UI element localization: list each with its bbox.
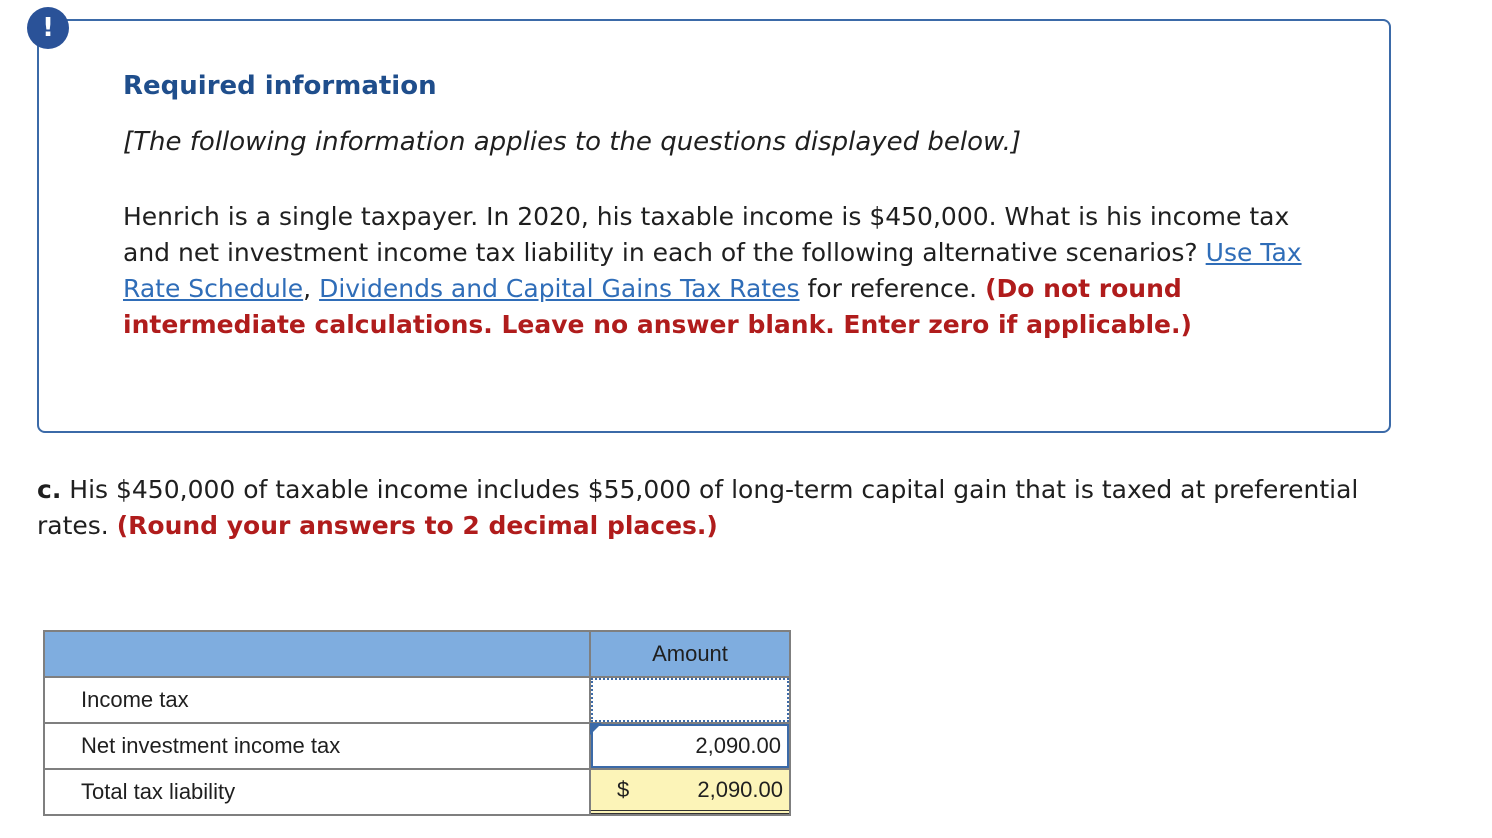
table-row-niit	[44, 723, 790, 769]
info-intro: [The following information applies to the questions displayed below.]	[123, 127, 1022, 157]
dividends-capital-gains-link[interactable]: Dividends and Capital Gains Tax Rates	[319, 274, 800, 303]
alert-symbol: !	[42, 13, 54, 43]
total-value: 2,090.00	[697, 777, 783, 802]
link-separator: ,	[303, 274, 312, 303]
niit-input[interactable]	[591, 724, 789, 768]
row-label-total: Total tax liability	[44, 769, 590, 815]
info-title: Required information	[123, 71, 437, 101]
corner-marker-icon	[590, 723, 602, 735]
info-after-links: for reference.	[807, 274, 978, 303]
table-row-income-tax	[44, 677, 790, 723]
total-currency: $	[617, 777, 630, 802]
row-label-niit: Net investment income tax	[44, 723, 590, 769]
total-cell	[590, 769, 790, 815]
income-tax-cell	[590, 677, 790, 723]
income-tax-input[interactable]	[591, 678, 789, 722]
required-information-panel	[37, 19, 1391, 433]
row-label-income-tax: Income tax	[44, 677, 590, 723]
info-body	[123, 199, 1338, 343]
tax-rate-schedule-link[interactable]: Use Tax Rate Schedule	[123, 238, 1302, 303]
question-text: His $450,000 of taxable income includes $55,000 of long-term capital gain that is taxed at preferential rates.	[37, 475, 1359, 540]
alert-icon	[27, 7, 69, 49]
info-body-text: Henrich is a single taxpayer. In 2020, his taxable income is $450,000. What is his income tax and net investment income tax liability in each of the following alternative scenarios?	[123, 202, 1290, 267]
total-value-box	[591, 770, 789, 814]
info-instruction: (Do not round intermediate calculations. Leave no answer blank. Enter zero if applicable.)	[123, 274, 1192, 339]
table-header-label	[44, 631, 590, 677]
answer-table	[43, 630, 791, 816]
niit-cell	[590, 723, 790, 769]
question-c	[37, 472, 1397, 544]
question-instruction: (Round your answers to 2 decimal places.)	[116, 511, 718, 540]
table-header-amount: Amount	[590, 631, 790, 677]
niit-value: 2,090.00	[695, 733, 781, 758]
table-row-total	[44, 769, 790, 815]
question-letter: c.	[37, 475, 62, 504]
table-header-row	[44, 631, 790, 677]
